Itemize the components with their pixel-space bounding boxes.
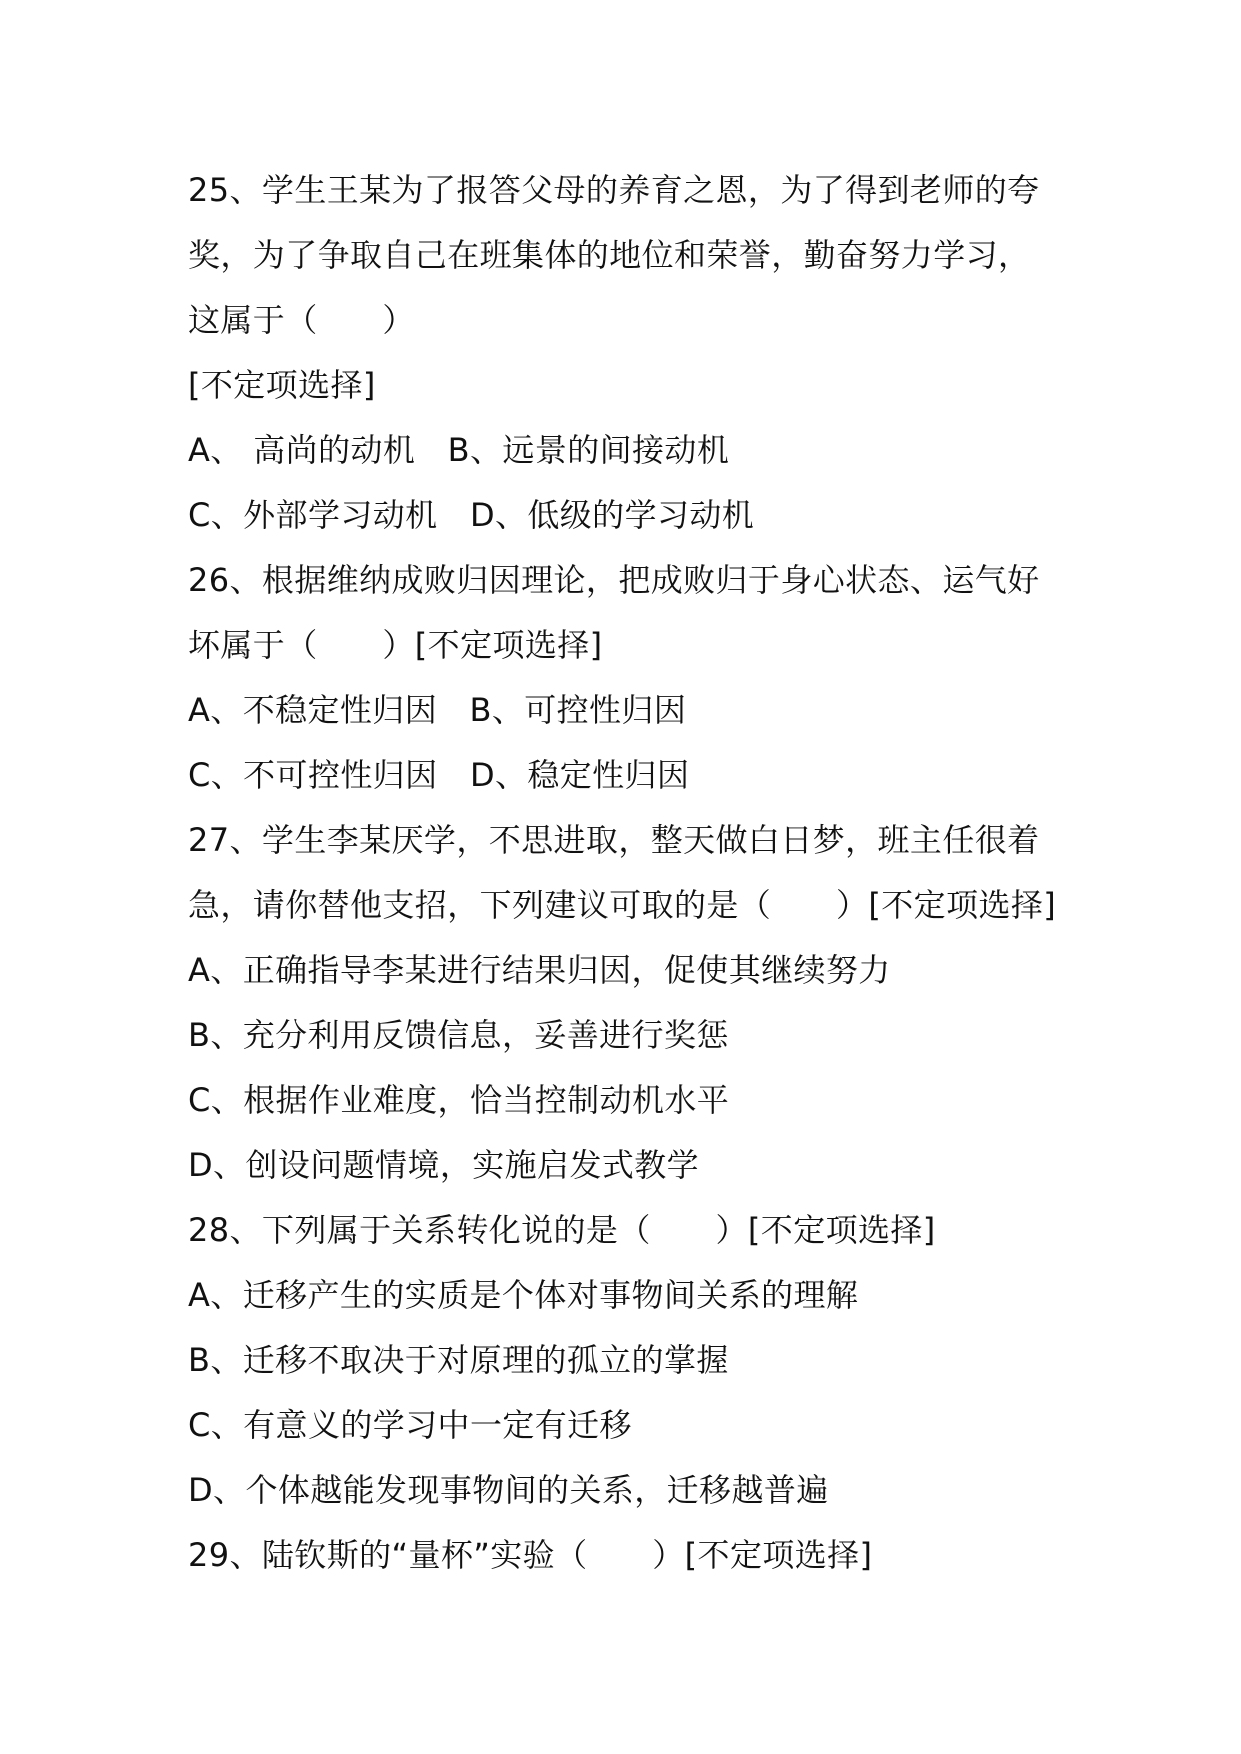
q27-stem-line-2: 急，请你替他支招，下列建议可取的是（ ）[不定项选择] bbox=[188, 886, 1057, 924]
q25-stem-line-2: 奖，为了争取自己在班集体的地位和荣誉，勤奋努力学习， bbox=[188, 236, 1031, 274]
q28-option-c: C、有意义的学习中一定有迁移 bbox=[188, 1406, 632, 1444]
q27-option-d: D、创设问题情境，实施启发式教学 bbox=[188, 1146, 700, 1184]
q26-options-ab: A、不稳定性归因 B、可控性归因 bbox=[188, 691, 687, 729]
q28-option-d: D、个体越能发现事物间的关系，迁移越普遍 bbox=[188, 1471, 829, 1509]
q27-stem-line-1: 27、学生李某厌学，不思进取，整天做白日梦，班主任很着 bbox=[188, 821, 1040, 859]
q28-stem: 28、下列属于关系转化说的是（ ）[不定项选择] bbox=[188, 1211, 936, 1249]
question-text-block bbox=[188, 158, 1068, 1588]
q28-option-b: B、迁移不取决于对原理的孤立的掌握 bbox=[188, 1341, 729, 1379]
q25-stem-line-1: 25、学生王某为了报答父母的养育之恩，为了得到老师的夸 bbox=[188, 171, 1040, 209]
q26-stem-line-2: 坏属于（ ）[不定项选择] bbox=[188, 626, 603, 664]
q27-option-c: C、根据作业难度，恰当控制动机水平 bbox=[188, 1081, 730, 1119]
q26-options-cd: C、不可控性归因 D、稳定性归因 bbox=[188, 756, 690, 794]
q26-stem-line-1: 26、根据维纳成败归因理论，把成败归于身心状态、运气好 bbox=[188, 561, 1040, 599]
q27-option-b: B、充分利用反馈信息，妥善进行奖惩 bbox=[188, 1016, 729, 1054]
q25-question-type: [不定项选择] bbox=[188, 366, 376, 404]
q29-stem: 29、陆钦斯的“量杯”实验（ ）[不定项选择] bbox=[188, 1536, 873, 1574]
q27-option-a: A、正确指导李某进行结果归因，促使其继续努力 bbox=[188, 951, 891, 989]
q25-options-ab: A、 高尚的动机 B、远景的间接动机 bbox=[188, 431, 730, 469]
q28-option-a: A、迁移产生的实质是个体对事物间关系的理解 bbox=[188, 1276, 859, 1314]
q25-stem-line-3: 这属于（ ） bbox=[188, 301, 415, 339]
q25-options-cd: C、外部学习动机 D、低级的学习动机 bbox=[188, 496, 755, 534]
